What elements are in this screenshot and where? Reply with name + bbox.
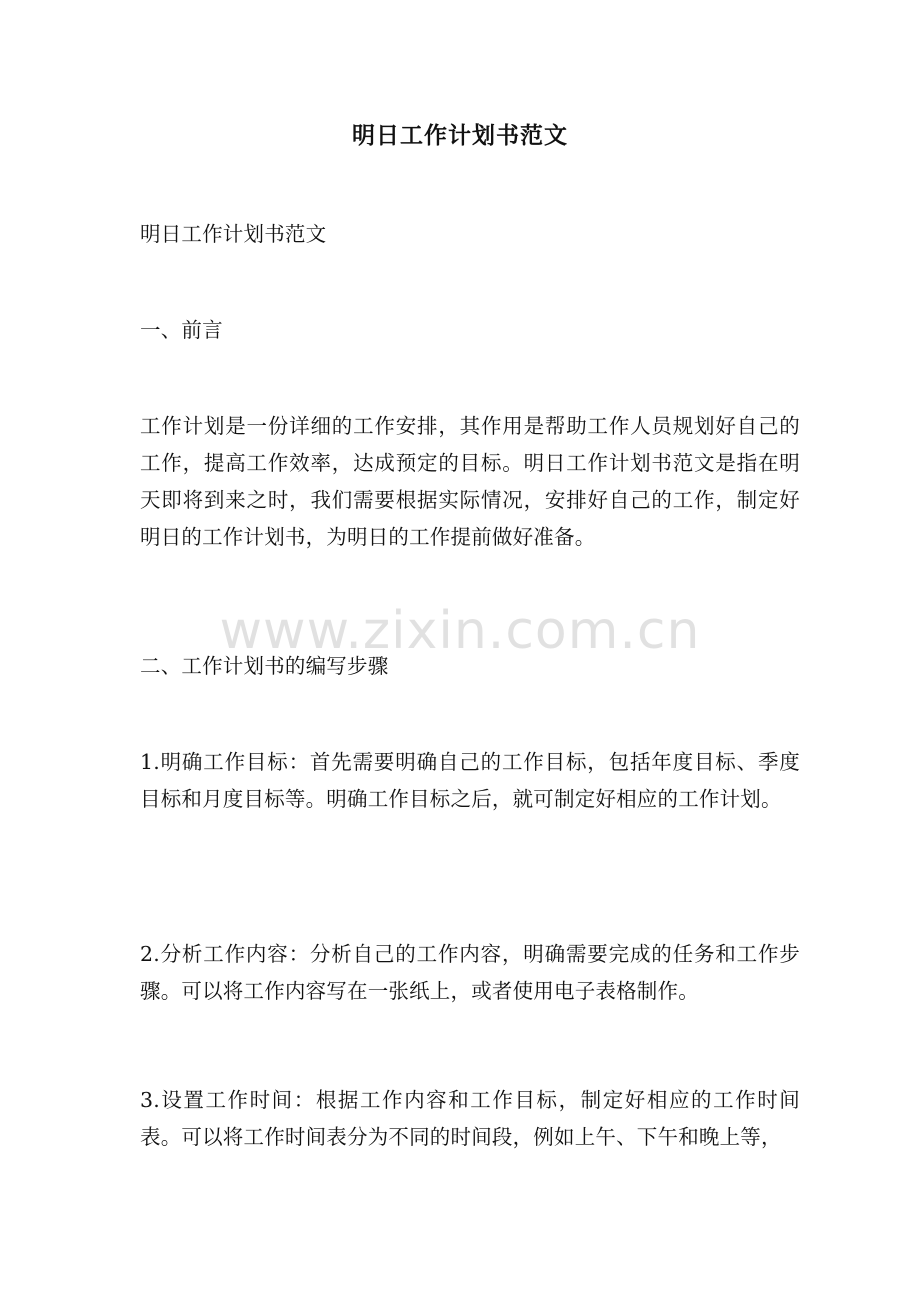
section-heading-preface: 一、前言 (140, 318, 223, 342)
section-heading-steps: 二、工作计划书的编写步骤 (140, 654, 389, 678)
document-subtitle: 明日工作计划书范文 (140, 222, 327, 246)
watermark-text: www.zixin.com.cn (219, 601, 701, 661)
preface-paragraph: 工作计划是一份详细的工作安排，其作用是帮助工作人员规划好自己的工作，提高工作效率，达成预定的目标。明日工作计划书范文是指在明天即将到来之时，我们需要根据实际情况，安排好自己的工作，制定好明日的工作计划书，为明日的工作提前做好准备。 (140, 414, 800, 549)
document-title: 明日工作计划书范文 (352, 122, 568, 149)
step-1-paragraph: 1.明确工作目标：首先需要明确自己的工作目标，包括年度目标、季度目标和月度目标等。明确工作目标之后，就可制定好相应的工作计划。 (140, 750, 800, 811)
step-3-paragraph: 3.设置工作时间：根据工作内容和工作目标，制定好相应的工作时间表。可以将工作时间表分为不同的时间段，例如上午、下午和晚上等， (140, 1088, 800, 1149)
step-2-paragraph: 2.分析工作内容：分析自己的工作内容，明确需要完成的任务和工作步骤。可以将工作内容写在一张纸上，或者使用电子表格制作。 (140, 942, 800, 1003)
